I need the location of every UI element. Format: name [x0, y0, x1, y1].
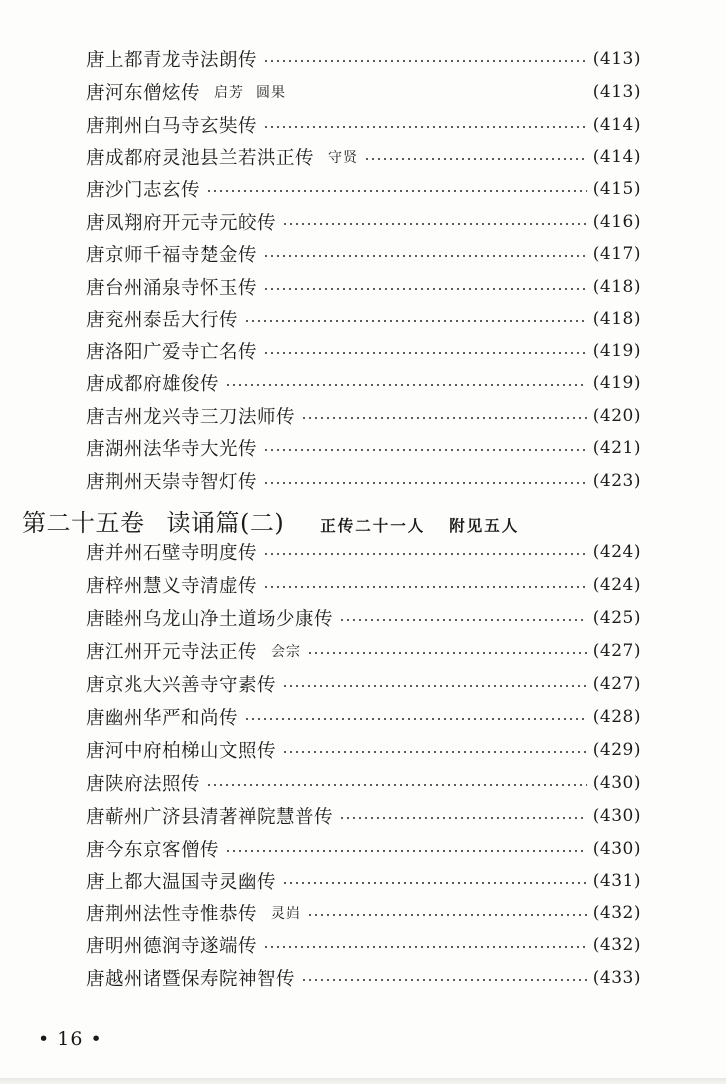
entry-page: (421): [592, 438, 641, 458]
dot-leader: [263, 553, 587, 555]
entry-page: (418): [592, 277, 641, 297]
entry-page: (417): [592, 244, 641, 264]
dot-leader: [282, 751, 587, 753]
dot-leader: [282, 882, 587, 884]
entry-title: 唐荆州白马寺玄奘传: [86, 116, 258, 137]
entry-title: 唐上都青龙寺法朗传: [86, 50, 258, 71]
toc-entry: [86, 403, 641, 429]
entry-title: 唐京师千福寺楚金传: [86, 245, 258, 266]
entry-page: (413): [592, 49, 641, 69]
toc-entry: [86, 572, 641, 598]
entry-note: [271, 641, 301, 661]
entry-note: [271, 903, 301, 923]
entry-title: 唐并州石壁寺明度传: [86, 543, 258, 564]
entry-note: [328, 147, 358, 167]
dot-leader: [364, 158, 587, 160]
toc-entry: [86, 46, 641, 72]
chapter-note-main: 正传二十一人: [320, 516, 426, 535]
toc-entry: [86, 836, 641, 862]
dot-leader: [263, 449, 587, 451]
entry-page: (432): [592, 935, 641, 955]
toc-entry: [86, 932, 641, 958]
entry-page: (419): [592, 373, 641, 393]
entry-title: 唐上都大温国寺灵幽传: [86, 872, 277, 893]
toc-entry: [86, 539, 641, 565]
toc-entry: [86, 274, 641, 300]
dot-leader: [225, 850, 587, 852]
entry-page: (418): [592, 309, 641, 329]
toc-entry: [86, 370, 641, 396]
toc-entry: [86, 306, 641, 332]
dot-leader: [263, 482, 587, 484]
entry-page: (424): [592, 575, 641, 595]
entry-title: 唐成都府雄俊传: [86, 374, 220, 395]
entry-title: 唐吉州龙兴寺三刀法师传: [86, 407, 296, 428]
entry-title: 唐京兆大兴善寺守素传: [86, 675, 277, 696]
page-bottom-edge: [0, 1078, 726, 1084]
toc-entry: [86, 868, 641, 894]
entry-title: 唐荆州法性寺惟恭传: [86, 904, 258, 925]
dot-leader: [339, 817, 587, 819]
toc-entry: [86, 704, 641, 730]
toc-entry: [86, 144, 641, 170]
entry-page: (432): [592, 903, 641, 923]
toc-entry: [86, 176, 641, 202]
chapter-name: 读诵篇(二): [166, 509, 285, 537]
toc-entry: [86, 338, 641, 364]
entry-note-name: 会宗: [271, 644, 302, 660]
dot-leader: [263, 255, 587, 257]
dot-leader: [307, 652, 587, 654]
dot-leader: [263, 126, 587, 128]
toc-entry: [86, 737, 641, 763]
entry-page: (419): [592, 341, 641, 361]
entry-note-name: 启芳: [214, 85, 245, 101]
entry-note-name: 灵岿: [271, 906, 302, 922]
entry-page: (433): [592, 968, 641, 988]
entry-note-name: 守贤: [328, 150, 359, 166]
entry-title: 唐明州德润寺遂端传: [86, 936, 258, 957]
entry-title: 唐越州诸暨保寿院神智传: [86, 969, 296, 990]
entry-page: (429): [592, 740, 641, 760]
toc-entry: [86, 900, 641, 926]
entry-page: (415): [592, 179, 641, 199]
entry-page: (414): [592, 115, 641, 135]
entry-title: 唐洛阳广爱寺亡名传: [86, 342, 258, 363]
entry-title: 唐沙门志玄传: [86, 180, 201, 201]
dot-leader: [244, 320, 587, 322]
entry-title: 唐台州涌泉寺怀玉传: [86, 278, 258, 299]
entry-page: (427): [592, 674, 641, 694]
dot-leader: [282, 685, 587, 687]
entry-title: 唐成都府灵池县兰若洪正传: [86, 148, 315, 169]
dot-leader: [307, 914, 587, 916]
entry-title: 唐幽州华严和尚传: [86, 708, 239, 729]
dot-leader: [301, 417, 587, 419]
entry-page: (420): [592, 406, 641, 426]
entry-title: 唐江州开元寺法正传: [86, 642, 258, 663]
toc-entry: [86, 79, 641, 105]
entry-title: 唐睦州乌龙山净土道场少康传: [86, 609, 334, 630]
toc-entry: [86, 241, 641, 267]
dot-leader: [282, 223, 587, 225]
entry-page: (414): [592, 147, 641, 167]
chapter-volume: 第二十五卷: [22, 509, 145, 537]
entry-title: 唐河中府柏梯山文照传: [86, 741, 277, 762]
dot-leader: [301, 979, 587, 981]
entry-title: 唐湖州法华寺大光传: [86, 439, 258, 460]
entry-title: 唐荆州天崇寺智灯传: [86, 472, 258, 493]
entry-title: 唐蕲州广济县清著禅院慧普传: [86, 807, 334, 828]
entry-title: 唐河东僧炫传: [86, 83, 201, 104]
entry-note: [214, 82, 286, 102]
entry-page: (431): [592, 871, 641, 891]
entry-page: (416): [592, 212, 641, 232]
toc-entry: [86, 803, 641, 829]
toc-entry: [86, 605, 641, 631]
dot-leader: [244, 718, 587, 720]
dot-leader: [263, 946, 587, 948]
toc-entry: [86, 468, 641, 494]
page-number: • 16 •: [38, 1028, 103, 1050]
entry-title: 唐凤翔府开元寺元皎传: [86, 213, 277, 234]
dot-leader: [339, 619, 587, 621]
entry-page: (413): [592, 82, 641, 102]
toc-entry: [86, 209, 641, 235]
toc-entry: [86, 965, 641, 991]
toc-entry: [86, 112, 641, 138]
dot-leader: [263, 60, 587, 62]
entry-page: (428): [592, 707, 641, 727]
entry-title: 唐陕府法照传: [86, 774, 201, 795]
entry-title: 唐梓州慧义寺清虚传: [86, 576, 258, 597]
entry-page: (423): [592, 471, 641, 491]
entry-note-name: 圆果: [256, 85, 287, 101]
entry-page: (430): [592, 839, 641, 859]
entry-title: 唐兖州泰岳大行传: [86, 310, 239, 331]
entry-title: 唐今东京客僧传: [86, 840, 220, 861]
dot-leader: [225, 384, 587, 386]
chapter-heading: [22, 503, 702, 537]
entry-page: (430): [592, 773, 641, 793]
dot-leader: [263, 586, 587, 588]
dot-leader: [263, 352, 587, 354]
entry-page: (425): [592, 608, 641, 628]
entry-page: (430): [592, 806, 641, 826]
dot-leader: [206, 190, 587, 192]
toc-entry: [86, 770, 641, 796]
entry-page: (427): [592, 641, 641, 661]
entry-page: (424): [592, 542, 641, 562]
chapter-note: [320, 514, 519, 536]
leader-spacer: [292, 93, 587, 95]
chapter-note-attached: 附见五人: [449, 516, 520, 535]
dot-leader: [263, 288, 587, 290]
toc-entry: [86, 638, 641, 664]
dot-leader: [206, 784, 587, 786]
toc-entry: [86, 671, 641, 697]
toc-entry: [86, 435, 641, 461]
